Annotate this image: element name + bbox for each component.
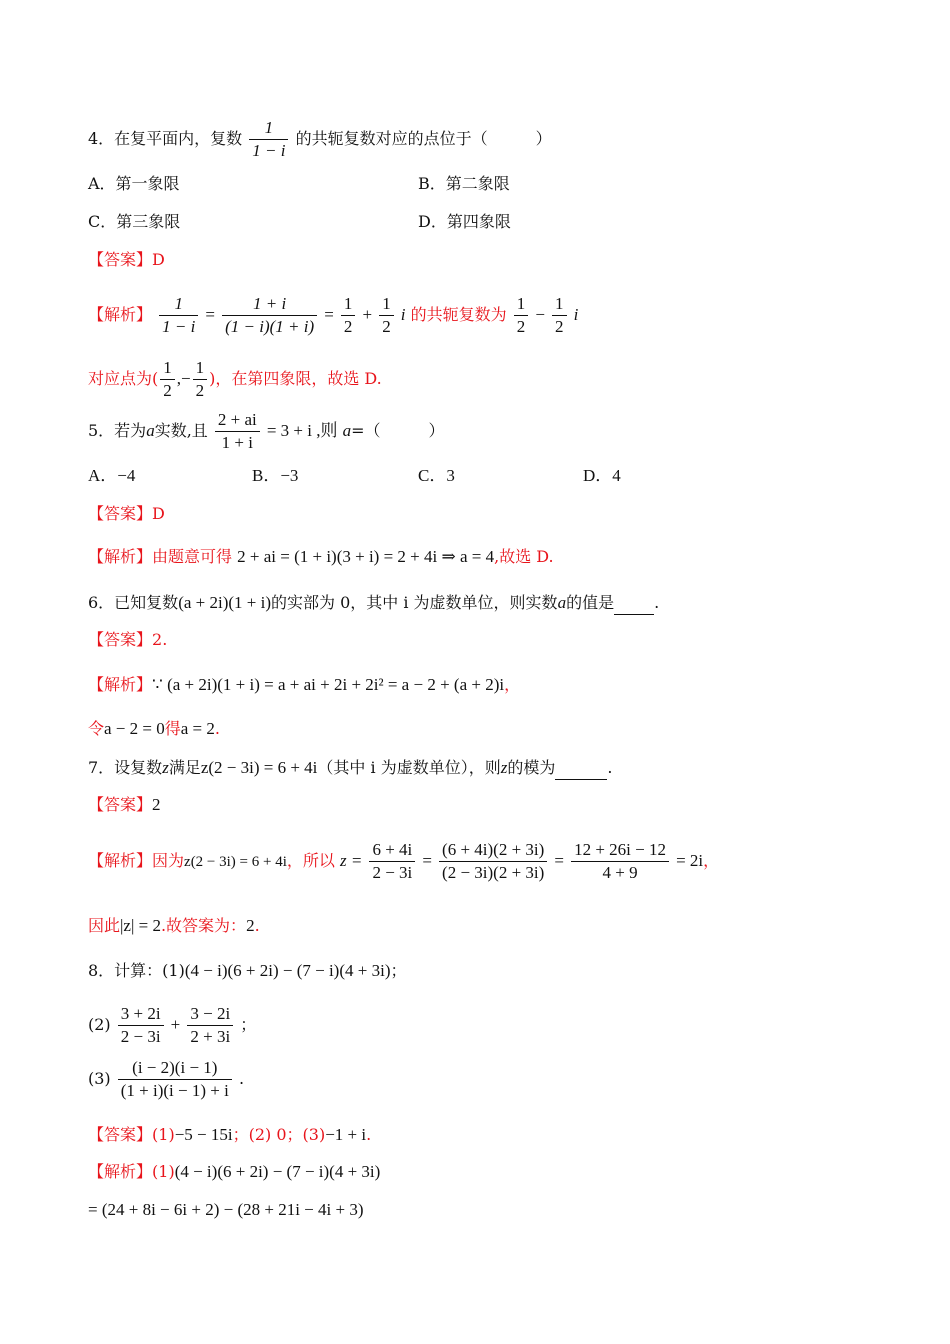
q4-option-a: A．第一象限 [88,174,180,193]
q7-blank[interactable] [555,757,607,780]
q7-analysis-line2: 因此|z| = 2.故答案为：2. [88,916,260,935]
q4-fraction: $\frac{1}{1 - i}$ [249,118,288,161]
q8-answer: 【答案】(1)−5 − 15i；(2) 0；(3)−1 + i. [88,1125,372,1144]
q6-analysis: 【解析】∵ (a + 2i)(1 + i) = a + ai + 2i + 2i² = a − 2 + (a + 2)i， [88,675,521,694]
q6-stem: 6．已知复数(a + 2i)(1 + i)的实部为 0，其中 i 为虚数单位，则实数a的值是 . [88,592,659,615]
q4-option-b: B．第二象限 [418,174,510,193]
q5-option-a: A．−4 [88,466,136,485]
q4-answer: 【答案】D [88,250,165,269]
q5-option-b: B．−3 [252,466,299,485]
q4-analysis: 【解析】 $\frac{1}{1 - i}$ = $\frac{1 + i}{(1 - i)(1 + i)}$ = $\frac{1}{2}$ + $\frac{1}{2}$ i 的共轭复数为 $\frac{1}{2}$ − $\frac{1}{2}$ i [88,294,579,336]
q6-analysis-line2: 令a − 2 = 0得a = 2. [88,719,220,738]
q7-answer: 【答案】2 [88,795,161,814]
q5-stem: 5．若为a实数,且 $\frac{2 + ai}{1 + i}$ = 3 + i ,则 a=（ ） [88,410,445,452]
q5-analysis: 【解析】由题意可得 2 + ai = (1 + i)(3 + i) = 2 + 4i ⇒ a = 4,故选 D. [88,547,554,566]
q4-point: 对应点为( $\frac{1}{2}$ ,− $\frac{1}{2}$ )，在第四象限，故选 D. [88,358,382,400]
q4-stem [88,118,552,161]
q8-part3: (3) $\frac{(i - 2)(i - 1)}{(1 + i)(i - 1) + i}$ . [88,1058,245,1100]
q8-step2: = (24 + 8i − 6i + 2) − (28 + 21i − 4i + 3) [88,1200,364,1219]
q8-stem: 8．计算：(1)(4 − i)(6 + 2i) − (7 − i)(4 + 3i)； [88,961,407,980]
q4-option-d: D．第四象限 [418,212,511,231]
q5-option-c: C．3 [418,466,455,485]
q8-analysis: 【解析】(1)(4 − i)(6 + 2i) − (7 − i)(4 + 3i) [88,1162,381,1181]
q4-option-c: C．第三象限 [88,212,181,231]
q6-answer: 【答案】2. [88,630,168,649]
q7-analysis: 【解析】因为z(2 − 3i) = 6 + 4i，所以 z = $\frac{6 + 4i}{2 - 3i}$ = $\frac{(6 + 4i)(2 + 3i)}{(2 - 3i)(2 + 3i)}$ = $\frac{12 + 26i - 12}{4 + 9}$ = 2i， [88,840,720,882]
q5-answer: 【答案】D [88,504,165,523]
q6-blank[interactable] [614,592,654,615]
q4-suffix: 的共轭复数对应的点位于（ ） [295,129,552,148]
q4-prefix: 4．在复平面内，复数 [88,129,243,148]
q7-stem: 7．设复数z满足z(2 − 3i) = 6 + 4i（其中 i 为虚数单位），则z的模为 . [88,757,612,780]
q8-part2: (2) $\frac{3 + 2i}{2 - 3i}$ + $\frac{3 - 2i}{2 + 3i}$ ； [88,1004,257,1046]
q5-option-d: D．4 [583,466,621,485]
